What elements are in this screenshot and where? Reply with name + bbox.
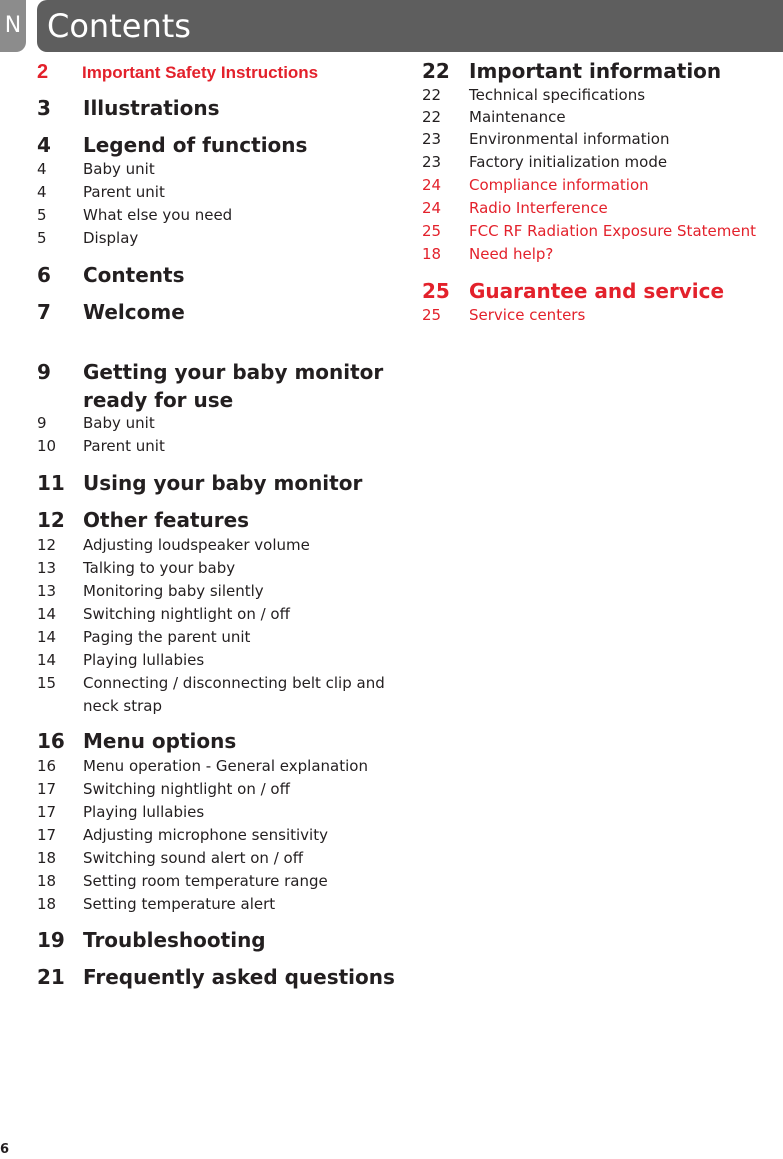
toc-title: Menu options — [83, 729, 237, 753]
toc-page-number: 9 — [37, 360, 51, 384]
page-number: 6 — [0, 1142, 10, 1157]
toc-page-number: 25 — [422, 306, 442, 324]
toc-title: Playing lullabies — [83, 803, 205, 821]
toc-title: Connecting / disconnecting belt clip and — [83, 674, 385, 692]
toc-title: Baby unit — [83, 160, 155, 178]
page-header — [37, 0, 783, 52]
toc-title: Legend of functions — [83, 133, 308, 157]
toc-title: Maintenance — [469, 108, 566, 126]
toc-page-number: 6 — [37, 263, 51, 287]
toc-page-number: 13 — [37, 582, 57, 600]
toc-page-number: 11 — [37, 471, 65, 495]
toc-title: FCC RF Radiation Exposure Statement — [469, 222, 756, 240]
toc-page-number: 9 — [37, 414, 47, 432]
toc-page-number: 25 — [422, 279, 450, 303]
toc-title: Important information — [469, 59, 722, 83]
toc-title: Adjusting loudspeaker volume — [83, 536, 310, 554]
toc-page-number: 22 — [422, 86, 442, 104]
toc-page-number: 12 — [37, 508, 65, 532]
toc-title: Menu operation - General explanation — [83, 757, 368, 775]
toc-page-number: 18 — [37, 872, 57, 890]
toc-page-number: 4 — [37, 133, 51, 157]
toc-page-number: 10 — [37, 437, 57, 455]
toc-title: Playing lullabies — [83, 651, 205, 669]
toc-page-number: 23 — [422, 153, 442, 171]
toc-page-number: 21 — [37, 965, 65, 989]
toc-title: Important Safety Instructions — [82, 63, 319, 82]
toc-title: Contents — [83, 263, 185, 287]
toc-page-number: 19 — [37, 928, 65, 952]
toc-title: Welcome — [83, 300, 185, 324]
toc-title: Need help? — [469, 245, 554, 263]
toc-title: Using your baby monitor — [83, 471, 363, 495]
toc-page-number: 17 — [37, 803, 57, 821]
toc-page-number: 13 — [37, 559, 57, 577]
page-title: Contents — [47, 7, 191, 45]
toc-title: Other features — [83, 508, 250, 532]
toc-title: Frequently asked questions — [83, 965, 395, 989]
toc-page-number: 14 — [37, 628, 57, 646]
language-tab-label: N — [4, 13, 22, 38]
toc-page-number: 16 — [37, 729, 65, 753]
language-tab — [0, 0, 26, 52]
toc-title: What else you need — [83, 206, 233, 224]
toc-page-number: 15 — [37, 674, 57, 692]
toc-title: Setting temperature alert — [83, 895, 276, 913]
toc-page-number: 14 — [37, 605, 57, 623]
toc-title: Baby unit — [83, 414, 155, 432]
toc-title: Service centers — [469, 306, 586, 324]
toc-page-number: 22 — [422, 108, 442, 126]
toc-page-number: 17 — [37, 780, 57, 798]
toc-page-number: 18 — [422, 245, 442, 263]
toc-page-number: 17 — [37, 826, 57, 844]
toc-page-number: 23 — [422, 130, 442, 148]
toc-title: Troubleshooting — [83, 928, 266, 952]
toc-title: Switching nightlight on / off — [83, 605, 290, 623]
toc-page-number: 24 — [422, 176, 442, 194]
toc-title: Parent unit — [83, 437, 165, 455]
toc-page-number: 2 — [37, 61, 49, 83]
toc-title: Switching sound alert on / off — [83, 849, 304, 867]
toc-page-number: 3 — [37, 96, 51, 120]
toc-title: Factory initialization mode — [469, 153, 668, 171]
toc-page-number: 7 — [37, 300, 51, 324]
toc-title: neck strap — [83, 697, 163, 715]
toc-title: Getting your baby monitor — [83, 360, 384, 384]
toc-page-number: 5 — [37, 229, 47, 247]
toc-title: ready for use — [83, 388, 234, 412]
toc-page-number: 12 — [37, 536, 57, 554]
toc-title: Adjusting microphone sensitivity — [83, 826, 328, 844]
toc-title: Environmental information — [469, 130, 670, 148]
toc-title: Talking to your baby — [83, 559, 236, 577]
toc-title: Technical specifications — [469, 86, 646, 104]
toc-page-number: 4 — [37, 183, 47, 201]
toc-title: Radio Interference — [469, 199, 608, 217]
toc-page-number: 18 — [37, 895, 57, 913]
toc-title: Illustrations — [83, 96, 220, 120]
toc-page-number: 16 — [37, 757, 57, 775]
toc-title: Monitoring baby silently — [83, 582, 264, 600]
toc-page-number: 5 — [37, 206, 47, 224]
toc-page-number: 18 — [37, 849, 57, 867]
toc-title: Display — [83, 229, 139, 247]
toc-title: Guarantee and service — [469, 279, 725, 303]
toc-title: Compliance information — [469, 176, 649, 194]
toc-page-number: 22 — [422, 59, 450, 83]
toc-title: Setting room temperature range — [83, 872, 328, 890]
toc-title: Switching nightlight on / off — [83, 780, 290, 798]
toc-title: Paging the parent unit — [83, 628, 251, 646]
toc-page-number: 24 — [422, 199, 442, 217]
toc-page-number: 14 — [37, 651, 57, 669]
toc-page-number: 25 — [422, 222, 442, 240]
toc-title: Parent unit — [83, 183, 165, 201]
toc-page-number: 4 — [37, 160, 47, 178]
